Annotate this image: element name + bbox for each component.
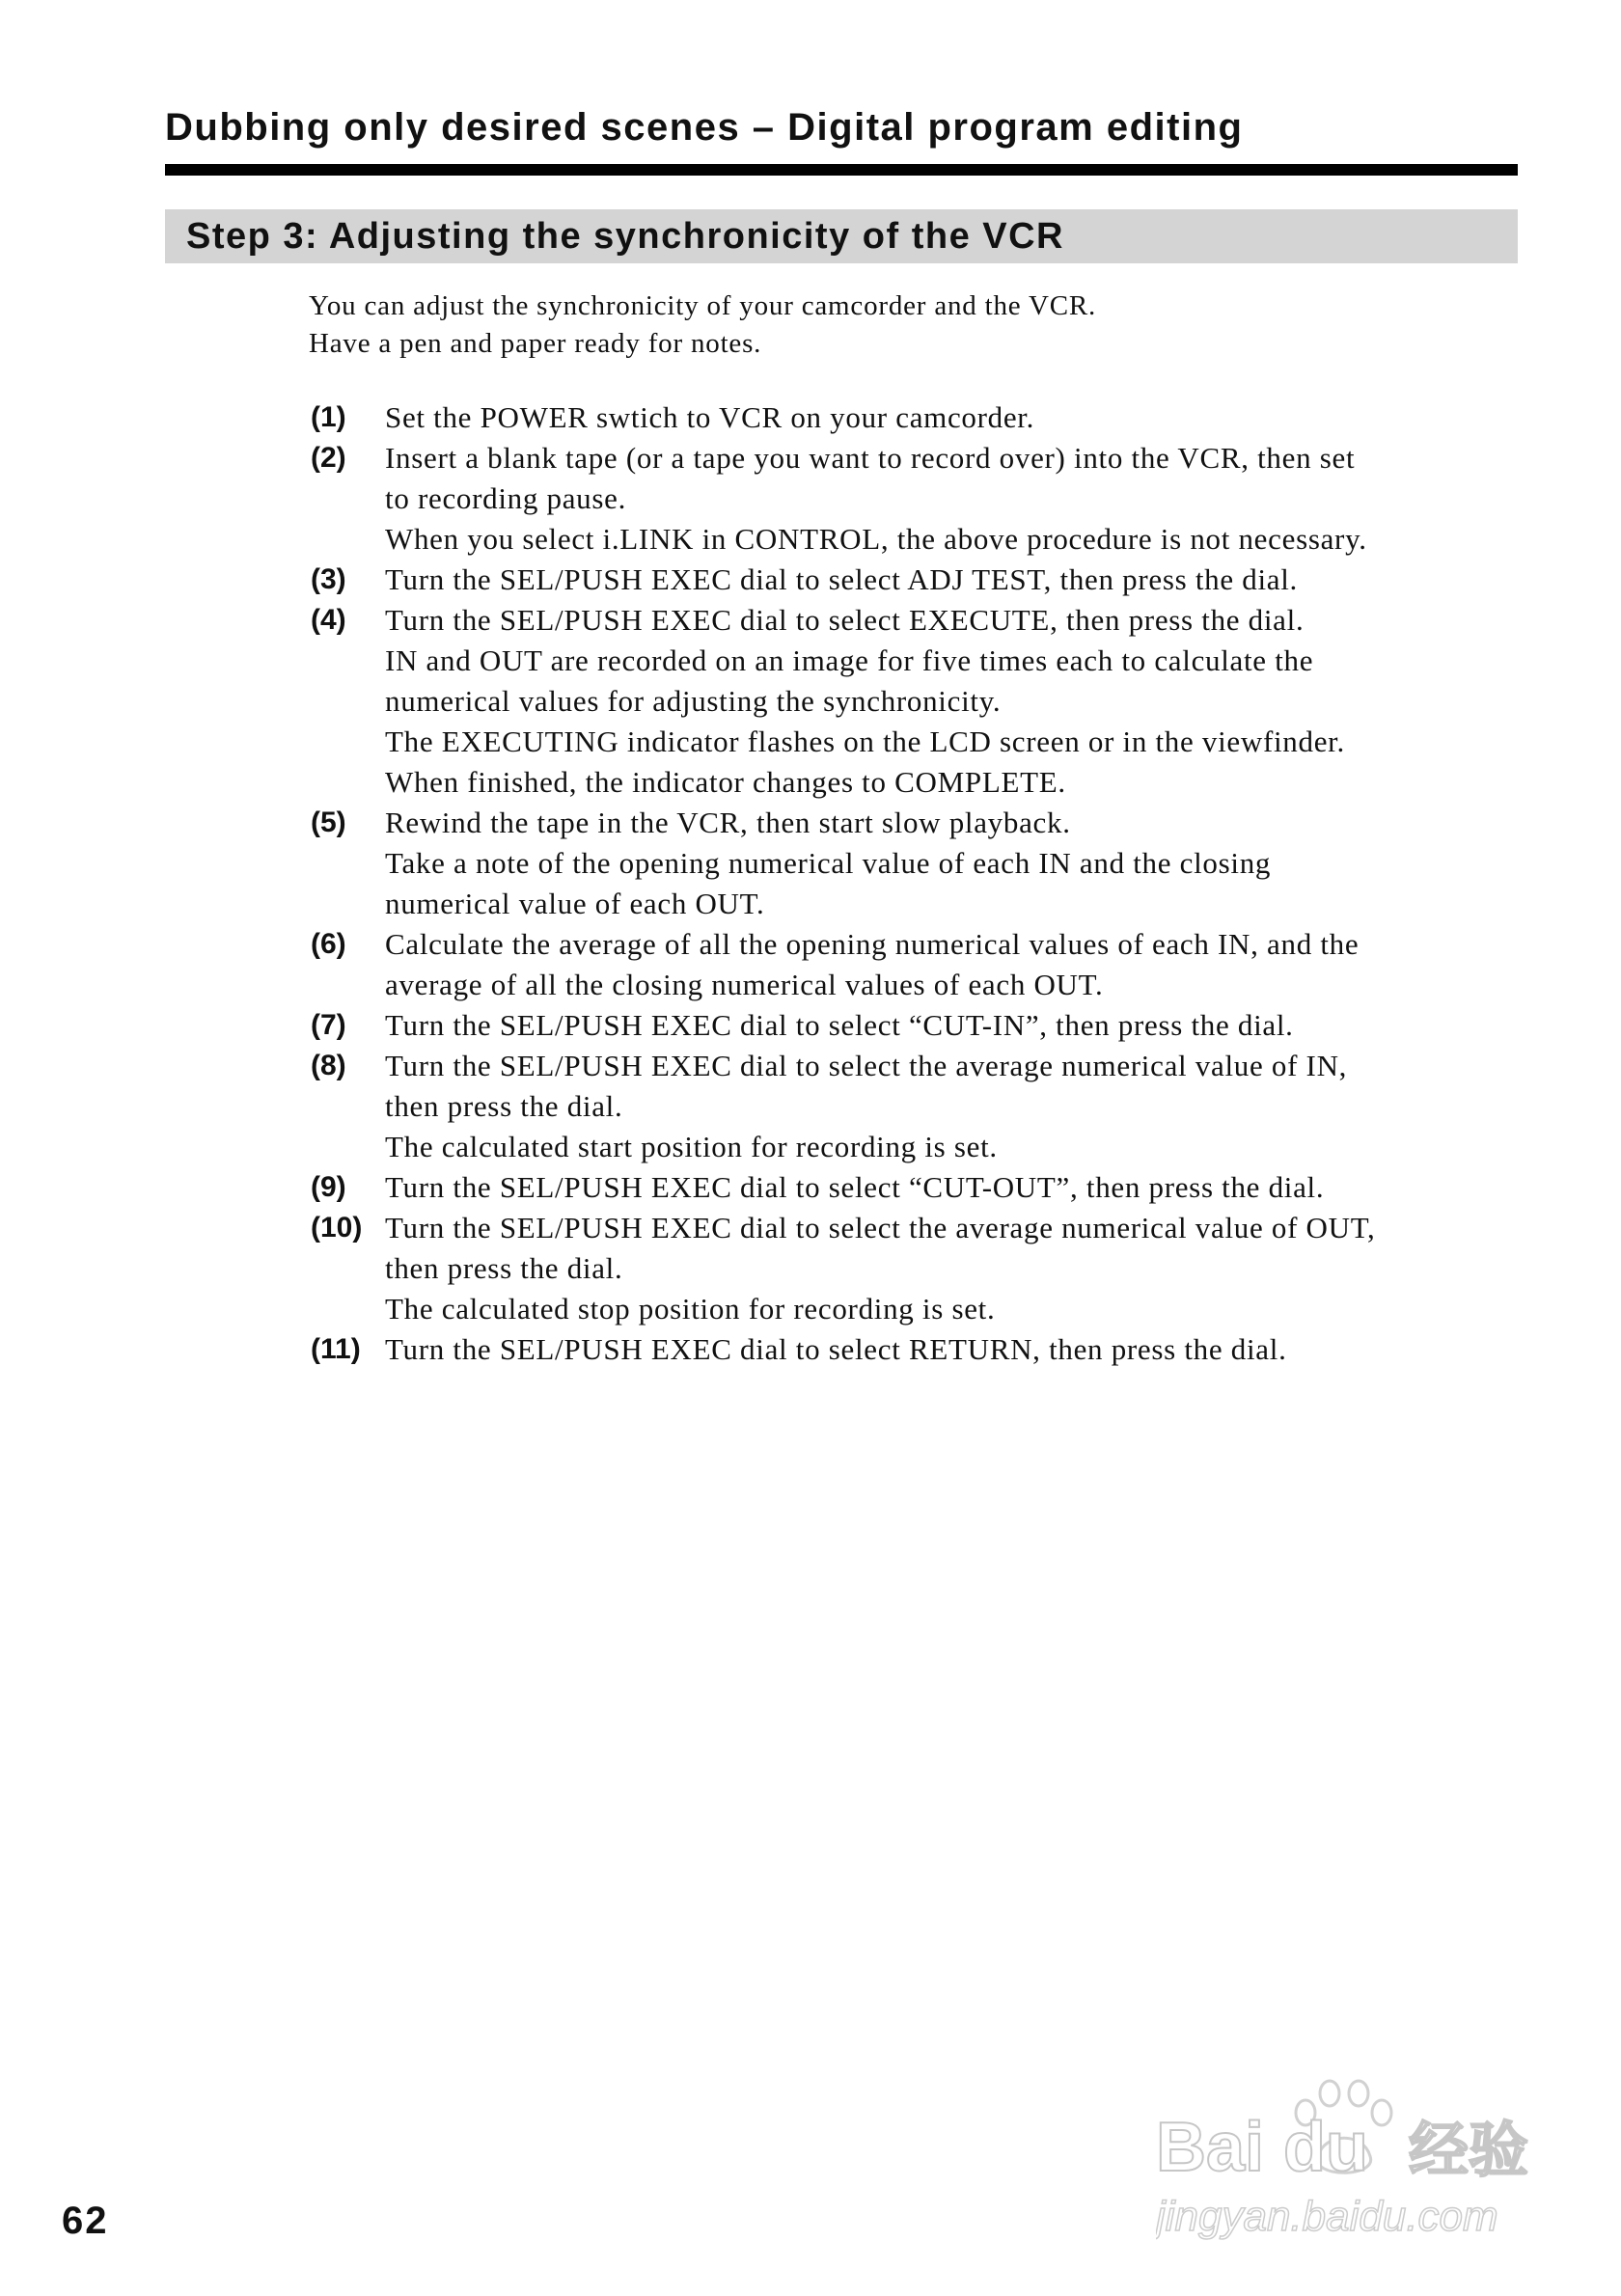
step-text-line: The calculated start position for recording is set.: [385, 1130, 998, 1163]
step-number: (7): [311, 1009, 346, 1041]
intro-line: Have a pen and paper ready for notes.: [309, 328, 762, 359]
page-number: 62: [62, 2200, 109, 2242]
step-text-line: Turn the SEL/PUSH EXEC dial to select ADJ TEST, then press the dial.: [385, 562, 1298, 596]
step-number: (9): [311, 1171, 346, 1203]
watermark-url: jingyan.baidu.com: [1156, 2193, 1498, 2240]
step-text-line: Turn the SEL/PUSH EXEC dial to select “CUT-IN”, then press the dial.: [385, 1008, 1294, 1042]
step-item: [311, 397, 1523, 438]
step-text-line: Insert a blank tape (or a tape you want to record over) into the VCR, then set: [385, 441, 1356, 475]
step-number: (5): [311, 806, 346, 838]
step-item: [311, 1005, 1523, 1046]
step-number: (10): [311, 1212, 363, 1244]
page-header: [165, 108, 1518, 147]
step-number: (11): [311, 1333, 361, 1365]
step-text-line: Turn the SEL/PUSH EXEC dial to select RETURN, then press the dial.: [385, 1332, 1287, 1366]
header-rule: [165, 164, 1518, 176]
step-item: [311, 1167, 1523, 1208]
step-text-line: Turn the SEL/PUSH EXEC dial to select EXECUTE, then press the dial.: [385, 603, 1305, 637]
intro-line: You can adjust the synchronicity of your camcorder and the VCR.: [309, 290, 1097, 321]
step-text-line: Take a note of the opening numerical value of each IN and the closing: [385, 846, 1272, 880]
step-item: [311, 924, 1523, 1005]
step-text-line: When finished, the indicator changes to COMPLETE.: [385, 765, 1066, 799]
page-title: Dubbing only desired scenes – Digital program editing: [165, 106, 1244, 149]
step-number: (8): [311, 1050, 346, 1081]
step-text-line: The calculated stop position for recording is set.: [385, 1292, 996, 1326]
step-item: [311, 1208, 1523, 1329]
step-number: (1): [311, 401, 346, 433]
step-text-line: then press the dial.: [385, 1251, 623, 1285]
intro-paragraph: [309, 287, 1515, 363]
step-text-line: Turn the SEL/PUSH EXEC dial to select the average numerical value of IN,: [385, 1049, 1348, 1082]
step-item: [311, 803, 1523, 924]
step-text-line: to recording pause.: [385, 481, 627, 515]
step-text-line: Rewind the tape in the VCR, then start slow playback.: [385, 806, 1071, 839]
step-item: [311, 1329, 1523, 1370]
section-title: Step 3: Adjusting the synchronicity of the VCR: [186, 216, 1064, 257]
step-text-line: Set the POWER swtich to VCR on your camcorder.: [385, 400, 1035, 434]
step-text-line: When you select i.LINK in CONTROL, the above procedure is not necessary.: [385, 522, 1367, 556]
step-number: (4): [311, 604, 346, 636]
step-item: [311, 1046, 1523, 1167]
step-text-line: IN and OUT are recorded on an image for five times each to calculate the: [385, 643, 1314, 677]
step-item: [311, 600, 1523, 803]
step-text-line: The EXECUTING indicator flashes on the LCD screen or in the viewfinder.: [385, 724, 1345, 758]
step-text-line: Turn the SEL/PUSH EXEC dial to select “CUT-OUT”, then press the dial.: [385, 1170, 1325, 1204]
baidu-watermark-logo: [1156, 2064, 1542, 2248]
step-text-line: numerical values for adjusting the synchronicity.: [385, 684, 1002, 718]
step-text-line: Turn the SEL/PUSH EXEC dial to select the average numerical value of OUT,: [385, 1211, 1376, 1244]
steps-list: [311, 397, 1523, 1370]
step-text-line: then press the dial.: [385, 1089, 623, 1123]
step-item: [311, 560, 1523, 600]
section-heading-bar: [165, 209, 1518, 263]
step-number: (3): [311, 563, 346, 595]
step-text-line: numerical value of each OUT.: [385, 887, 765, 920]
step-item: [311, 438, 1523, 560]
step-number: (6): [311, 928, 346, 960]
watermark-brand: Bai du: [1156, 2109, 1369, 2186]
step-text-line: average of all the closing numerical values of each OUT.: [385, 968, 1104, 1001]
step-number: (2): [311, 442, 346, 474]
step-text-line: Calculate the average of all the opening numerical values of each IN, and the: [385, 927, 1360, 961]
watermark-cn: 经验: [1409, 2115, 1529, 2185]
